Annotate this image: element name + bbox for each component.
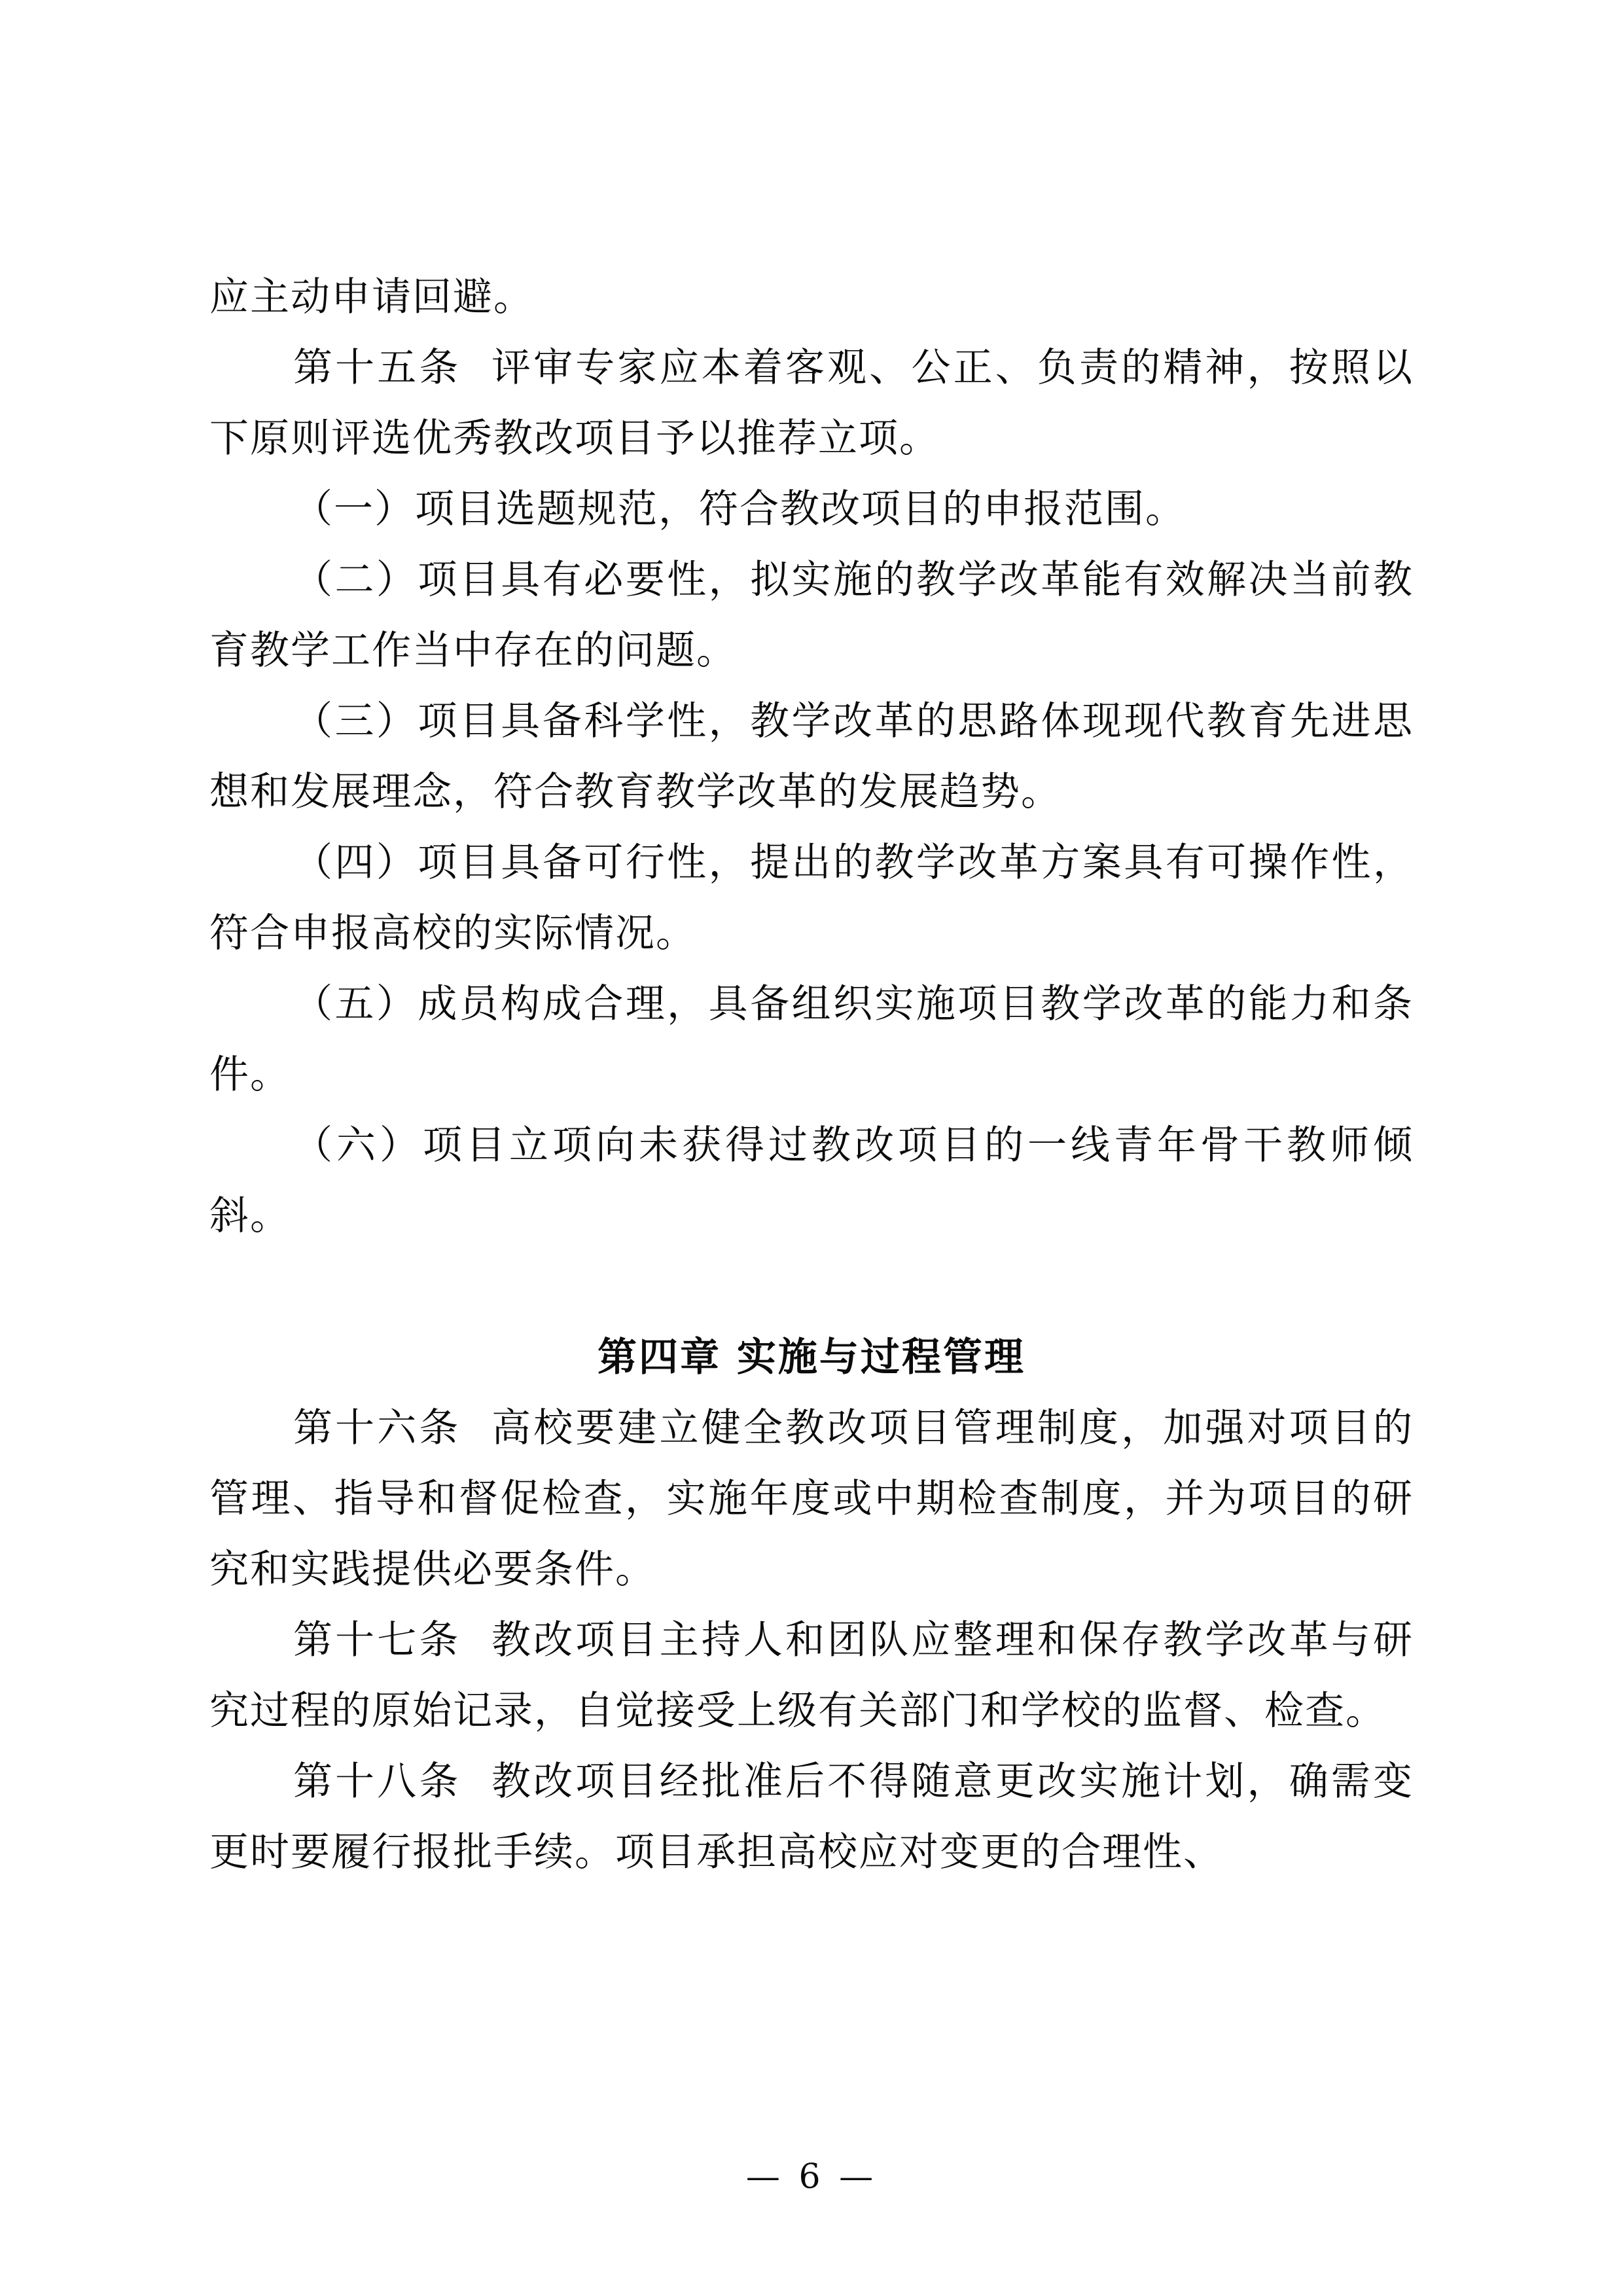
page-number-label: — 6 — (745, 2157, 878, 2197)
clause-2-paragraph: （二）项目具有必要性，拟实施的教学改革能有效解决当前教育教学工作当中存在的问题。 (209, 557, 1414, 673)
document-body (209, 262, 1414, 1888)
clause-1-paragraph: （一）项目选题规范，符合教改项目的申报范围。 (293, 486, 1186, 532)
clause-3-paragraph: （三）项目具备科学性，教学改革的思路体现现代教育先进思想和发展理念，符合教育教学改革的发展趋势。 (209, 698, 1414, 815)
chapter-heading: 第四章 实施与过程管理 (597, 1335, 1026, 1380)
page-number (0, 2157, 1623, 2197)
article-18-paragraph: 第十八条 教改项目经批准后不得随意更改实施计划，确需变更时要履行报批手续。项目承担高校应对变更的合理性、 (209, 1759, 1414, 1875)
article-15-paragraph: 第十五条 评审专家应本着客观、公正、负责的精神，按照以下原则评选优秀教改项目予以推荐立项。 (209, 345, 1414, 461)
clause-6-paragraph: （六）项目立项向未获得过教改项目的一线青年骨干教师倾斜。 (209, 1122, 1414, 1239)
section-spacer (209, 1251, 1414, 1322)
article-16-paragraph: 第十六条 高校要建立健全教改项目管理制度，加强对项目的管理、指导和督促检查，实施年度或中期检查制度，并为项目的研究和实践提供必要条件。 (209, 1405, 1414, 1592)
paragraph-continuation: 应主动申请回避。 (209, 274, 534, 320)
article-17-paragraph: 第十七条 教改项目主持人和团队应整理和保存教学改革与研究过程的原始记录，自觉接受上级有关部门和学校的监督、检查。 (209, 1617, 1414, 1734)
clause-4-paragraph: （四）项目具备可行性，提出的教学改革方案具有可操作性，符合申报高校的实际情况。 (209, 840, 1414, 956)
clause-5-paragraph: （五）成员构成合理，具备组织实施项目教学改革的能力和条件。 (209, 981, 1414, 1098)
